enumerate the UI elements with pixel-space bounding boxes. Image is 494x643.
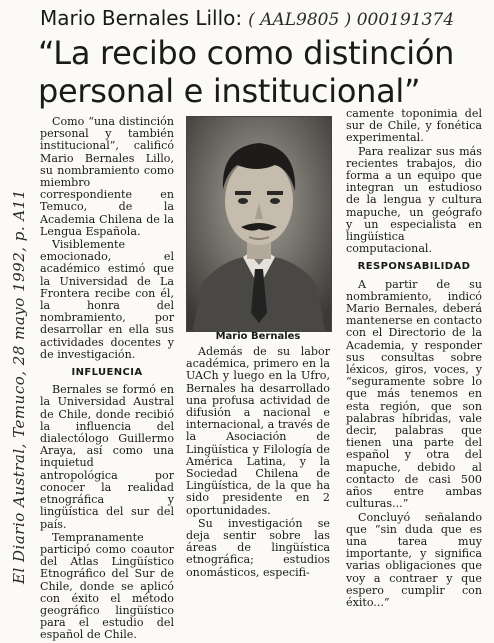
column-2 (186, 346, 330, 580)
paragraph: Además de su labor académica, primero en la UACh y luego en la Ufro, Bernales ha desarrollado una profusa actividad de difusión a nacional e internacional, a través de la Asociación de Lingüística y Filología de América Latina, y la Sociedad Chilena de Lingüística, de la que ha sido presidente en 2 oportunidades. (186, 345, 330, 517)
kicker-text: Mario Bernales Lillo: (40, 6, 243, 30)
paragraph: Concluyó señalando que “sin duda que es una tarea muy importante, y significa varias obligaciones que voy a contraer y que espero cumplir con éxito...” (346, 510, 482, 609)
paragraph: Bernales se formó en la Universidad Austral de Chile, donde recibió la influencia del dialectólogo Guillermo Araya, así como una inquietud antropológica por conocer la realidad etnográfica y lingüística del sur del país. (40, 383, 174, 531)
column-3 (346, 108, 482, 610)
subhead-responsabilidad: RESPONSABILIDAD (357, 261, 471, 273)
article-kicker (40, 6, 486, 36)
paragraph: Tempranamente participó como coautor del Atlas Lingüístico Etnográfico del Sur de Chile, donde se aplicó con éxito el método geográfico lingüístico para el estudio del español de Chile. (40, 530, 174, 642)
paragraph: Su investigación se deja sentir sobre las áreas de lingüística etnográfica; estudios onomásticos, especifi- (186, 516, 330, 579)
paragraph: Como “una distinción personal y también institucional”, calificó Mario Bernales Lillo, su nombramiento como miembro correspondiente en Temuco, de la Academia Chilena de la Lengua Española. (40, 115, 174, 238)
paragraph: A partir de su nombramiento, indicó Mario Bernales, deberá mantenerse en contacto con el Directorio de la Academia, y responder sus consultas sobre léxicos, giros, voces, y “seguramente sobre lo que más tenemos en esta región, que son palabras híbridas, vale decir, palabras que tienen una parte del español y otra del mapuche, debido al contacto de casi 500 años entre ambas culturas...” (346, 277, 482, 511)
portrait-illustration (187, 117, 331, 331)
column-1 (40, 116, 174, 643)
paragraph: Para realizar sus más recientes trabajos, dio forma a un equipo que integran un estudioso de la lengua y cultura mapuche, un geógrafo y un especialista en lingüística computacional. (346, 144, 482, 256)
portrait-photo (186, 116, 332, 332)
handwritten-source-note: El Diario Austral, Temuco, 28 mayo 1992, p. A11 (10, 189, 28, 584)
headline: “La recibo como distinción personal e institucional” (38, 34, 455, 110)
paragraph: camente toponimia del sur de Chile, y fonética experimental. (346, 107, 482, 145)
subhead-influencia: INFLUENCIA (71, 367, 143, 379)
paragraph: Visiblemente emocionado, el académico estimó que la Universidad de La Frontera recibe con él, la honra del nombramiento, por desarrollar en ella sus actividades docentes y de investigación. (40, 238, 174, 361)
handwritten-catalog-code: ( AAL9805 ) 000191374 (248, 10, 455, 30)
photo-caption: Mario Bernales (215, 331, 301, 342)
